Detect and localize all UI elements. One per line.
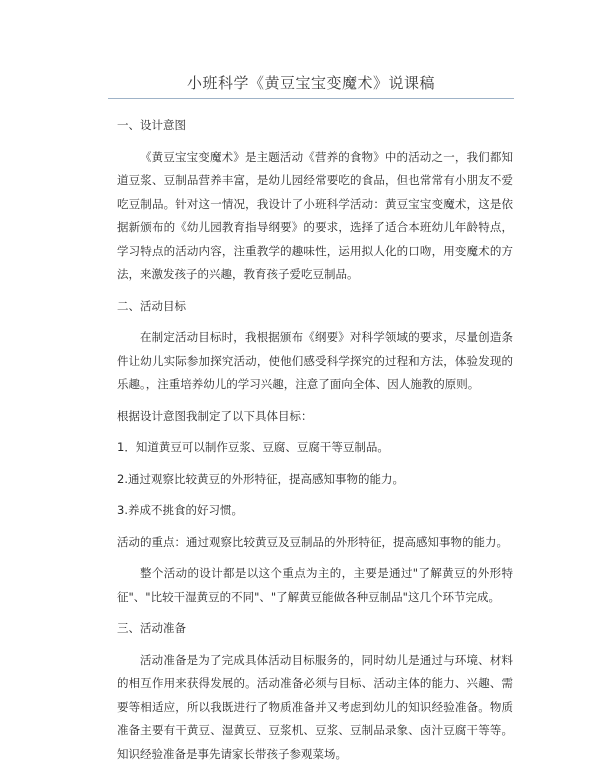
document-title: 小班科学《黄豆宝宝变魔术》说课稿 xyxy=(186,74,435,92)
section-heading-design-intent: 一、设计意图 xyxy=(117,118,186,132)
goal-item-1: 1．知道黄豆可以制作豆浆、豆腐、豆腐干等豆制品。 xyxy=(117,440,389,454)
paragraph-goal-setting: 在制定活动目标时，我根据颁布《纲要》对科学领域的要求，尽量创造条件让幼儿实际参加探究活动，使他们感受科学探究的过程和方法，体验发现的乐趣。，注重培养幼儿的学习兴趣，注意了面向全体、因人施教的原则。 xyxy=(117,330,513,391)
paragraph-activity-design: 整个活动的设计都是以这个重点为主的，主要是通过"了解黄豆的外形特征"、"比较干湿黄豆的不同"、"了解黄豆能做各种豆制品"这几个环节完成。 xyxy=(117,566,513,604)
section-heading-preparation: 三、活动准备 xyxy=(117,621,186,635)
paragraph-key-point: 活动的重点：通过观察比较黄豆及豆制品的外形特征，提高感知事物的能力。 xyxy=(117,534,508,549)
section-heading-activity-goals: 二、活动目标 xyxy=(117,298,186,313)
goal-item-3: 3.养成不挑食的好习惯。 xyxy=(117,503,243,517)
paragraph-design-intent: 《黄豆宝宝变魔术》是主题活动《营养的食物》中的活动之一，我们都知道豆浆、豆制品营养丰富，是幼儿园经常要吃的食品，但也常常有小朋友不爱吃豆制品。针对这一情况，我设计了小班科学活动：黄豆宝宝变魔术，这是依据新颁布的《幼儿园教育指导纲要》的要求，选择了适合本班幼儿年龄特点，学习特点的活动内容，注重教学的趣味性，运用拟人化的口吻，用变魔术的方法，来激发孩子的兴趣，教育孩子爱吃豆制品。 xyxy=(117,149,513,281)
paragraph-goal-intro: 根据设计意图我制定了以下具体目标： xyxy=(117,408,313,423)
paragraph-preparation: 活动准备是为了完成具体活动目标服务的，同时幼儿是通过与环境、材料的相互作用来获得发展的。活动准备必须与目标、活动主体的能力、兴趣、需要等相适应，所以我既进行了物质准备并又考虑到幼儿的知识经验准备。物质准备主要有干黄豆、湿黄豆、豆浆机、豆浆、豆制品录象、卤汁豆腐干等等。知识经验准备是事先请家长带孩子参观菜场。 xyxy=(117,652,513,761)
title-divider xyxy=(108,98,514,99)
document-body xyxy=(117,114,513,774)
goal-item-2: 2.通过观察比较黄豆的外形特征，提高感知事物的能力。 xyxy=(117,471,404,486)
